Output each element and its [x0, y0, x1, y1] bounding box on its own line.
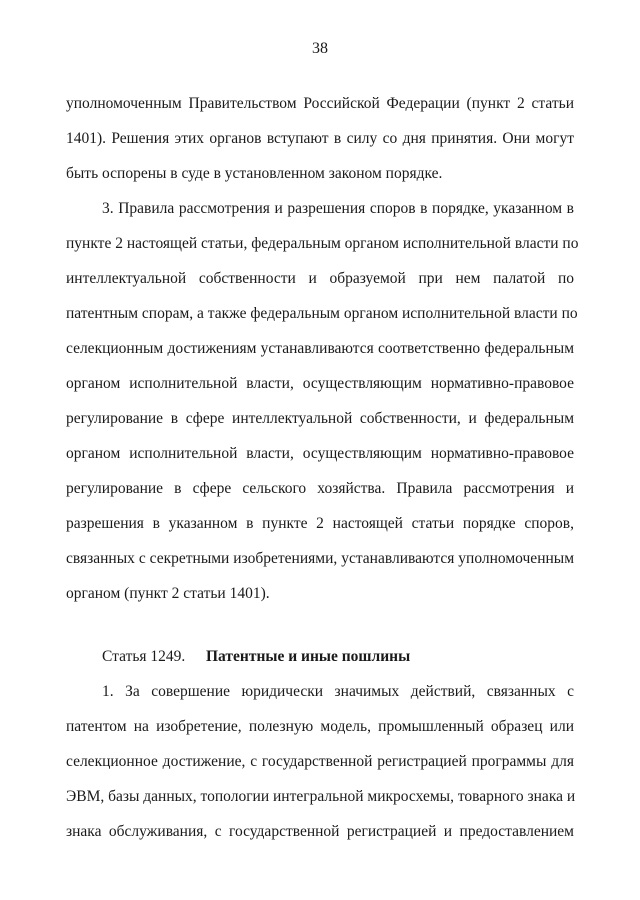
text-line: селекционным достижениям устанавливаются соответственно федеральным — [66, 340, 574, 357]
text-line: знака обслуживания, с государственной регистрацией и предоставлением — [66, 823, 574, 840]
text-line: пункте 2 настоящей статьи, федеральным органом исполнительной власти по — [66, 235, 579, 252]
text-line: патентным спорам, а также федеральным органом исполнительной власти по — [66, 305, 578, 322]
text-line: уполномоченным Правительством Российской Федерации (пункт 2 статьи — [66, 95, 574, 112]
text-line: связанных с секретными изобретениями, устанавливаются уполномоченным — [66, 550, 574, 567]
section-spacer — [66, 611, 574, 639]
text-line: интеллектуальной собственности и образуемой при нем палатой по — [66, 270, 574, 287]
text-line: 1. За совершение юридически значимых действий, связанных с — [102, 683, 574, 700]
text-line: патентом на изобретение, полезную модель, промышленный образец или — [66, 718, 574, 735]
text-line: селекционное достижение, с государственной регистрацией программы для — [66, 753, 574, 770]
article-heading — [66, 639, 574, 674]
paragraph-continuation — [66, 86, 574, 191]
article-number: Статья 1249. — [102, 648, 186, 665]
document-body — [66, 86, 579, 849]
text-line: 1401). Решения этих органов вступают в силу со дня принятия. Они могут — [66, 130, 574, 147]
text-line: органом исполнительной власти, осуществляющим нормативно-правовое — [66, 445, 574, 462]
text-line: регулирование в сфере интеллектуальной собственности, и федеральным — [66, 410, 574, 427]
article-paragraph-1 — [66, 674, 574, 849]
paragraph-3 — [66, 191, 579, 611]
article-title: Патентные и иные пошлины — [206, 648, 411, 665]
text-line: ЭВМ, базы данных, топологии интегральной микросхемы, товарного знака и — [66, 788, 576, 805]
text-line: органом (пункт 2 статьи 1401). — [66, 585, 270, 602]
page-number: 38 — [312, 40, 328, 57]
text-line: 3. Правила рассмотрения и разрешения споров в порядке, указанном в — [102, 200, 574, 217]
text-line: органом исполнительной власти, осуществляющим нормативно-правовое — [66, 375, 574, 392]
text-line: разрешения в указанном в пункте 2 настоящей статьи порядке споров, — [66, 515, 574, 532]
text-line: регулирование в сфере сельского хозяйства. Правила рассмотрения и — [66, 480, 574, 497]
text-line: быть оспорены в суде в установленном законом порядке. — [66, 165, 443, 182]
